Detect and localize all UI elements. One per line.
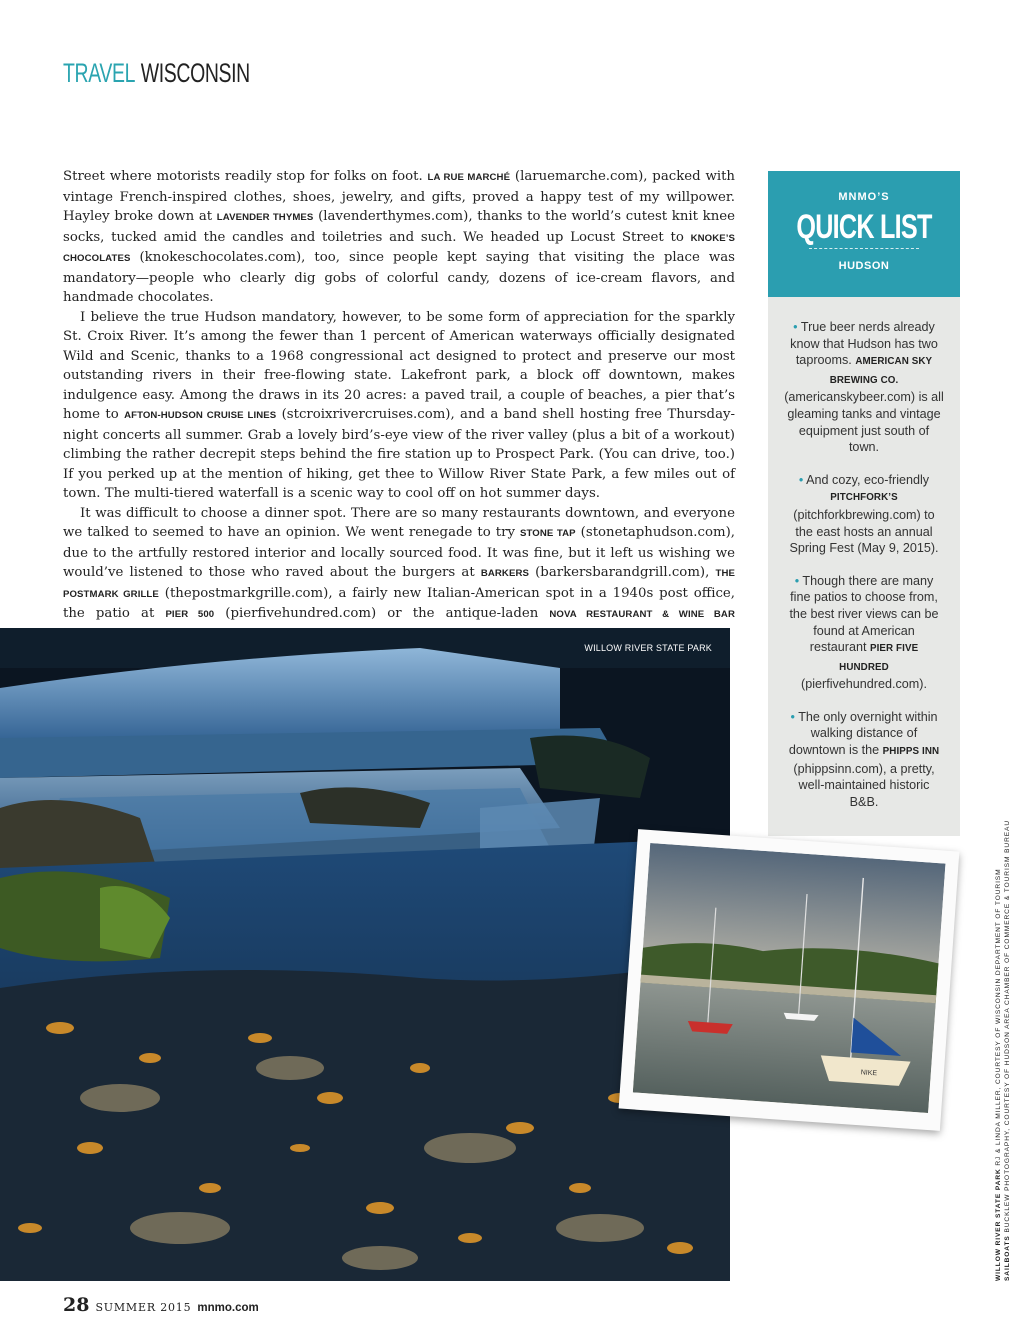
venue-name: LAVENDER THYMES: [216, 212, 314, 223]
issue-date: SUMMER 2015: [95, 1301, 192, 1314]
bullet-icon: •: [794, 573, 800, 588]
sidebar-list: [768, 297, 960, 810]
text-run: (barkersbarandgrill.com),: [528, 565, 716, 580]
quick-list-sidebar: [768, 171, 960, 836]
text-run: (phippsinn.com), a pretty, well-maintained historic B&B.: [793, 761, 935, 809]
sidebar-kicker: MNMO’S: [838, 191, 890, 203]
photo-credits: [994, 801, 1012, 1281]
text-run: (pitchforkbrewing.com) to the east hosts an annual Spring Fest (May 9, 2015).: [789, 507, 939, 556]
text-run: Street where motorists readily stop for folks on foot.: [63, 169, 428, 184]
photo-caption: WILLOW RIVER STATE PARK: [584, 643, 712, 653]
venue-name: AMERICAN SKY BREWING CO.: [829, 356, 933, 386]
article-body: [63, 167, 735, 644]
article-paragraph: [63, 308, 735, 504]
section-label: TRAVEL: [63, 58, 136, 88]
venue-name: NOVA RESTAURANT & WINE BAR: [549, 609, 735, 620]
text-run: The only overnight within walking distance of downtown is the: [788, 709, 938, 758]
sailboats-image: [633, 843, 946, 1113]
text-run: (pierfivehundred.com).: [801, 677, 927, 692]
venue-name: PIER 500: [165, 609, 215, 620]
credit-line: [994, 801, 1003, 1281]
text-run: It was difficult to choose a dinner spot. There are so many restaurants downtown, and everyone we talked to seemed to have an opinion. We went renegade to try: [63, 505, 735, 540]
article-paragraph: [63, 504, 735, 645]
text-run: True beer nerds already know that Hudson has two taprooms.: [790, 320, 938, 368]
page-number: 28: [63, 1294, 90, 1316]
bullet-icon: •: [798, 472, 804, 487]
waterfall-image: [0, 628, 730, 1281]
text-run: (laruemarche.com), packed with vintage French-inspired clothes, shoes, jewelry, and gifts, proved a happy test of my willpower. Hayley broke down at: [63, 169, 735, 224]
text-run: (thepostmarkgrille.com), a fairly new Italian-American spot in a 1940s post office, the patio at: [63, 585, 735, 621]
text-run: (americanskybeer.com) is all gleaming tanks and vintage equipment just south of town.: [784, 390, 944, 455]
list-item: [784, 573, 944, 693]
credit-source: RJ & LINDA MILLER, COURTESY OF WISCONSIN DEPARTMENT OF TOURISM: [995, 868, 1002, 1169]
venue-name: BARKERS: [480, 568, 529, 579]
credit-subject: WILLOW RIVER STATE PARK: [995, 1168, 1002, 1281]
credit-subject: SAILBOATS: [1004, 1235, 1011, 1281]
section-topic: WISCONSIN: [140, 58, 250, 88]
venue-name: LA RUE MARCHÉ: [427, 172, 511, 183]
section-title: [63, 58, 250, 89]
venue-name: KNOKE’S CHOCOLATES: [63, 232, 735, 264]
page-footer: [63, 1294, 259, 1316]
text-run: I believe the true Hudson mandatory, however, to be some form of appreciation for the sparkly St. Croix River. It’s among the fewer than 1 percent of American waterways officially designated Wild and Scenic, thanks to a 1968 congressional act designed to protect and preserve our most outstanding rivers in their free-flowing state. Lakefront park, a block off downtown, makes indulgence easy. Among the draws in its 20 acres: a paved trail, a couple of beaches, a pier that’s home to: [63, 309, 735, 422]
venue-name: STONE TAP: [519, 528, 576, 539]
sidebar-subtitle: HUDSON: [838, 260, 890, 272]
bullet-icon: •: [790, 709, 795, 724]
venue-name: THE POSTMARK GRILLE: [63, 568, 735, 600]
sailboats-photo: [619, 829, 960, 1131]
list-item: [784, 472, 944, 557]
list-item: [784, 709, 944, 811]
list-item: [784, 319, 944, 456]
text-run: (pierfivehundred.com) or the antique-laden: [214, 606, 550, 621]
credit-line: [1003, 801, 1012, 1281]
credit-source: BUCKLEW PHOTOGRAPHY, COURTESY OF HUDSON AREA CHAMBER OF COMMERCE & TOURISM BUREAU: [1004, 820, 1011, 1236]
text-run: And cozy, eco-friendly: [803, 472, 930, 487]
site-name: mnmo.com: [197, 1302, 259, 1314]
text-run: (lavenderthymes.com), thanks to the world’s cutest knit knee socks, tucked amid the candles and toiletries and such. We headed up Locust Street to: [63, 209, 736, 245]
text-run: (knokeschocolates.com), too, since people kept saying that visiting the place was mandatory—people who clearly dig gobs of colorful candy, dozens of ice-cream flavors, and handmade chocolates.: [63, 250, 735, 305]
venue-name: PHIPPS INN: [882, 746, 940, 758]
boat-name-text: NIKE: [860, 1069, 878, 1078]
text-run: Though there are many fine patios to choose from, the best river views can be found at American restaurant: [789, 573, 939, 655]
article-paragraph: [63, 167, 735, 308]
venue-name: PIER FIVE HUNDRED: [839, 643, 919, 673]
venue-name: PITCHFORK’S: [830, 492, 898, 504]
sidebar-header: [768, 171, 960, 297]
waterfall-photo: [0, 628, 730, 1281]
text-run: (stcroixrivercruises.com), and a band shell hosting free Thursday-night concerts all summer. Grab a lovely bird’s-eye view of the river valley (plus a bit of a workout) climbing the rather decrepit steps behind the fire station up to Prospect Park. (You can drive, too.) If you perked up at the mention of hiking, get thee to Willow River State Park, a few miles out of town. The multi-tiered waterfall is a scenic way to cool off on hot summer days.: [63, 407, 735, 501]
sidebar-title: QUICK LIST: [796, 208, 932, 246]
sidebar-divider: [809, 248, 919, 250]
text-run: (stonetaphudson.com), due to the artfully restored interior and locally sourced food. It was fine, but it left us wishing we would’ve listened to those who raved about the burgers at: [63, 525, 735, 580]
venue-name: AFTON-HUDSON CRUISE LINES: [124, 410, 277, 421]
bullet-icon: •: [793, 320, 798, 334]
